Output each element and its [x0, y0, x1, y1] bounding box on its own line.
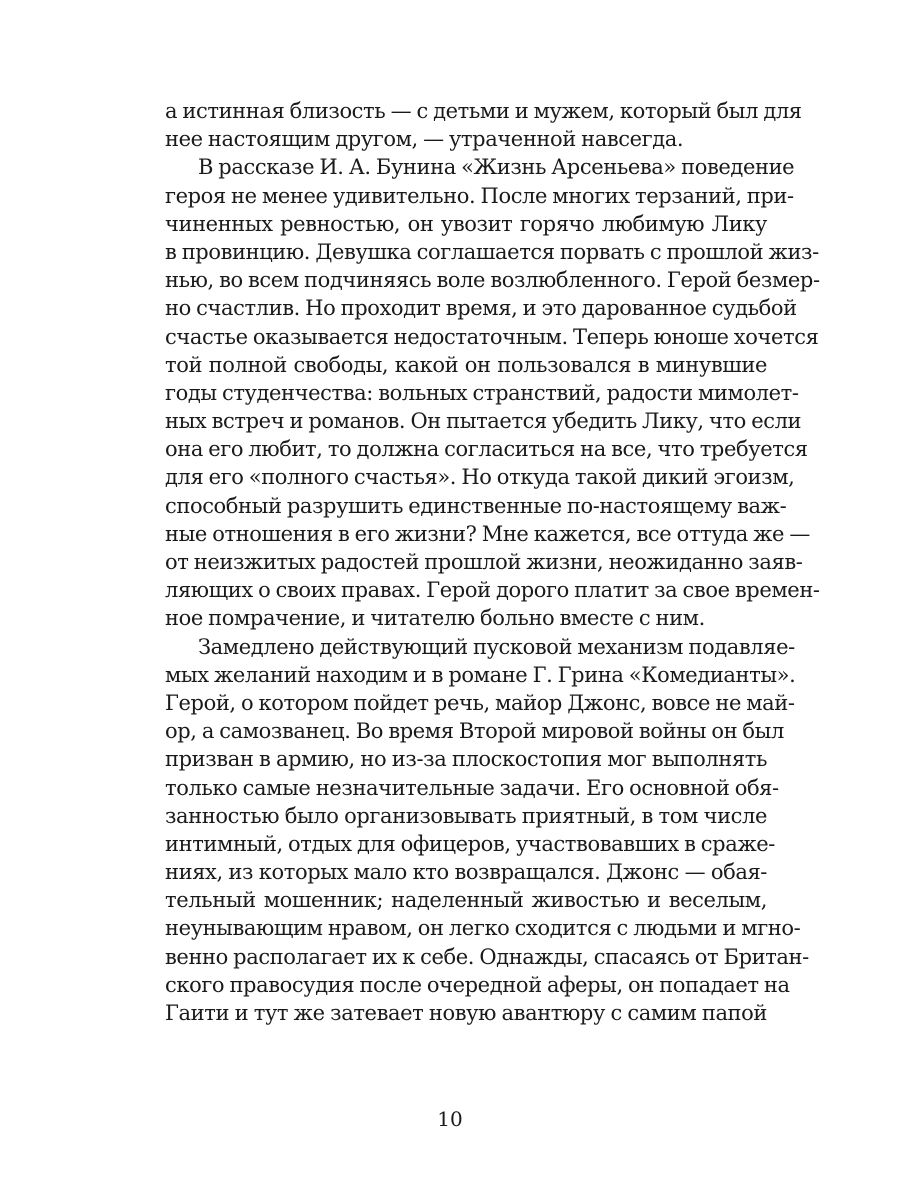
text-line: мых желаний находим и в романе Г. Грина «Комедианты». — [165, 662, 796, 687]
text-line: а истинная близость — с детьми и мужем, который был для — [165, 99, 802, 123]
text-line: ского правосудия после очередной аферы, он попадает на — [165, 972, 790, 997]
text-line: В рассказе И. А. Бунина «Жизнь Арсеньева» поведение — [198, 155, 795, 180]
text-line: венно располагает их к себе. Однажды, спасаясь от Британ- — [165, 944, 809, 969]
text-line: героя не менее удивительно. После многих терзаний, при- — [165, 183, 794, 208]
text-line: она его любит, то должна согласиться на все, что требуется — [165, 437, 808, 462]
text-line: годы студенчества: вольных странствий, радости мимолет- — [165, 380, 799, 405]
text-line: тельный мошенник; наделенный живостью и веселым, — [165, 888, 767, 913]
text-line: интимный, отдых для офицеров, участвовавших в сраже- — [165, 831, 775, 856]
text-line: чиненных ревностью, он увозит горячо любимую Лику — [165, 211, 767, 236]
text-line: от неизжитых радостей прошлой жизни, неожиданно заяв- — [165, 550, 803, 574]
text-line: Герой, о котором пойдет речь, майор Джонс, вовсе не май- — [165, 690, 795, 715]
text-line: ор, а самозванец. Во время Второй мировой войны он был — [165, 719, 784, 744]
body-text — [165, 97, 820, 1027]
text-line: для его «полного счастья». Но откуда такой дикий эгоизм, — [165, 465, 795, 490]
text-line: ное помрачение, и читателю больно вместе с ним. — [165, 606, 705, 631]
text-line: в провинцию. Девушка соглашается порвать с прошлой жиз- — [165, 239, 819, 264]
text-line: но счастлив. Но проходит время, и это дарованное судьбой — [165, 296, 797, 321]
text-line: той полной свободы, какой он пользовался в минувшие — [165, 352, 767, 377]
text-line: призван в армию, но из-за плоскостопия мог выполнять — [165, 747, 767, 772]
text-line: занностью было организовывать приятный, в том числе — [165, 803, 767, 828]
text-line: способный разрушить единственные по-настоящему важ- — [165, 493, 787, 518]
text-line: неунывающим нравом, он легко сходится с людьми и мгно- — [165, 916, 801, 941]
page-number: 10 — [437, 1107, 463, 1131]
text-line: Гаити и тут же затевает новую авантюру с самим папой — [165, 1001, 767, 1025]
text-line: счастье оказывается недостаточным. Теперь юноше хочется — [165, 324, 819, 349]
text-line: нее настоящим другом, — утраченной навсегда. — [165, 127, 684, 152]
text-line: Замедлено действующий пусковой механизм подавляе- — [198, 634, 795, 659]
text-line: только самые незначительные задачи. Его основной обя- — [165, 775, 779, 800]
text-line: ных встреч и романов. Он пытается убедить Лику, что если — [165, 409, 802, 434]
text-line: ляющих о своих правах. Герой дорого платит за свое времен- — [165, 578, 820, 603]
text-line: ниях, из которых мало кто возвращался. Джонс — обая- — [165, 860, 767, 885]
text-line: нью, во всем подчиняясь воле возлюбленного. Герой безмер- — [165, 268, 820, 293]
text-line: ные отношения в его жизни? Мне кажется, все оттуда же — — [165, 521, 810, 546]
